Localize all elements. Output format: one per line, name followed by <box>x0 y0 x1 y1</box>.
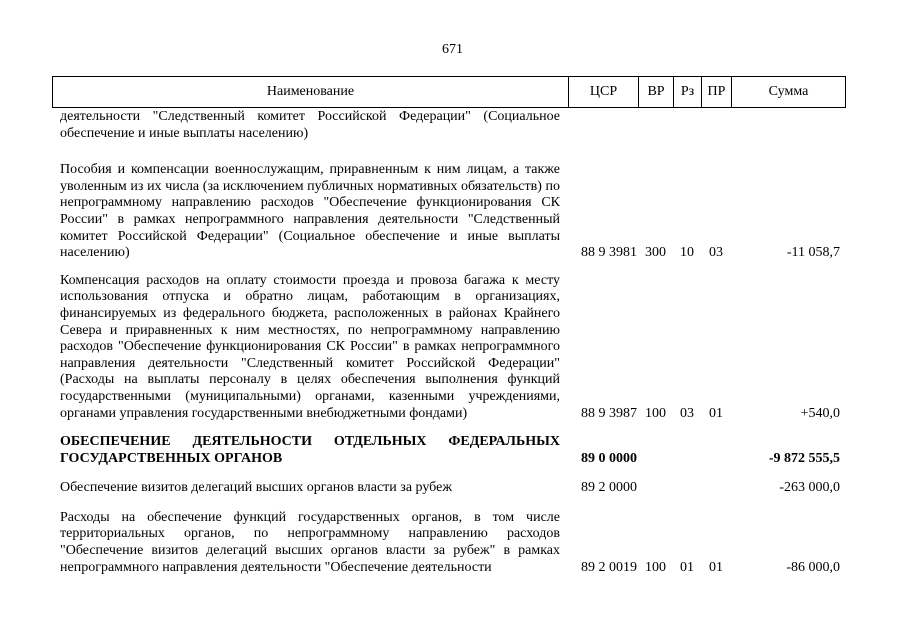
row-name: Расходы на обеспечение функций государственных органов, в том числе территориальных органов, по непрограммному направлению расходов "Обеспечение визитов делегаций высших органов власти за рубеж" в рамках непрограммного направления деятельности "Обеспечение деятельности <box>60 509 560 575</box>
row-sum: +540,0 <box>800 405 840 421</box>
row-name: Пособия и компенсации военнослужащим, приравненным к ним лицам, а также уволенным из их числа (за исключением публичных нормативных обязательств) по непрограммному направлению расходов "Обеспечение функционирования СК России" в рамках непрограммного направления деятельности "Следственный комитет Российской Федерации" (Социальное обеспечение и иные выплаты населению) <box>60 162 560 261</box>
row-sum: -86 000,0 <box>786 559 840 575</box>
row-rz: 03 <box>680 405 694 421</box>
page-number: 671 <box>442 42 463 57</box>
row-name: ОБЕСПЕЧЕНИЕ ДЕЯТЕЛЬНОСТИ ОТДЕЛЬНЫХ ФЕДЕРАЛЬНЫХ ГОСУДАРСТВЕННЫХ ОРГАНОВ <box>60 434 560 466</box>
table-row <box>52 510 846 576</box>
table-body <box>52 109 846 576</box>
table-row <box>52 162 846 262</box>
column-header-rz: Рз <box>674 77 702 107</box>
row-csr: 89 2 0019 <box>581 559 637 575</box>
column-header-vr: ВР <box>639 77 674 107</box>
row-sum: -263 000,0 <box>779 480 840 496</box>
column-header-csr: ЦСР <box>569 77 639 107</box>
table-row <box>52 480 846 497</box>
column-header-pr: ПР <box>702 77 732 107</box>
row-sum: -11 058,7 <box>786 245 840 261</box>
row-rz: 10 <box>680 245 694 261</box>
row-name: деятельности "Следственный комитет Российской Федерации" (Социальное обеспечение и иные выплаты населению) <box>60 109 560 141</box>
table-row-section <box>52 434 846 467</box>
row-csr: 88 9 3987 <box>581 405 637 421</box>
column-header-name: Наименование <box>53 77 569 107</box>
row-vr: 100 <box>645 559 666 575</box>
row-vr: 100 <box>645 405 666 421</box>
row-name: Обеспечение визитов делегаций высших органов власти за рубеж <box>60 480 452 496</box>
row-name: Компенсация расходов на оплату стоимости проезда и провоза багажа к месту использования отпуска и обратно лицам, работающим в организациях, финансируемых из федерального бюджета, расположенных в районах Крайнего Севера и приравненных к ним местностях, по непрограммному направлению расходов "Обеспечение функционирования СК России" в рамках непрограммного направления деятельности "Следственный комитет Российской Федерации" (Расходы на выплаты персоналу в целях обеспечения выполнения функций государственными (муниципальными) органами, казенными учреждениями, органами управления государственными внебюджетными фондами) <box>60 272 560 421</box>
row-pr: 01 <box>709 405 723 421</box>
table-header <box>52 76 846 108</box>
table-row <box>52 273 846 422</box>
table-row <box>52 109 846 142</box>
row-csr: 88 9 3981 <box>581 245 637 261</box>
row-sum: -9 872 555,5 <box>768 450 840 466</box>
column-header-sum: Сумма <box>768 84 809 99</box>
row-pr: 03 <box>709 245 723 261</box>
row-csr: 89 2 0000 <box>581 480 637 496</box>
row-csr: 89 0 0000 <box>581 450 637 466</box>
row-rz: 01 <box>680 559 694 575</box>
row-vr: 300 <box>645 245 666 261</box>
row-pr: 01 <box>709 559 723 575</box>
